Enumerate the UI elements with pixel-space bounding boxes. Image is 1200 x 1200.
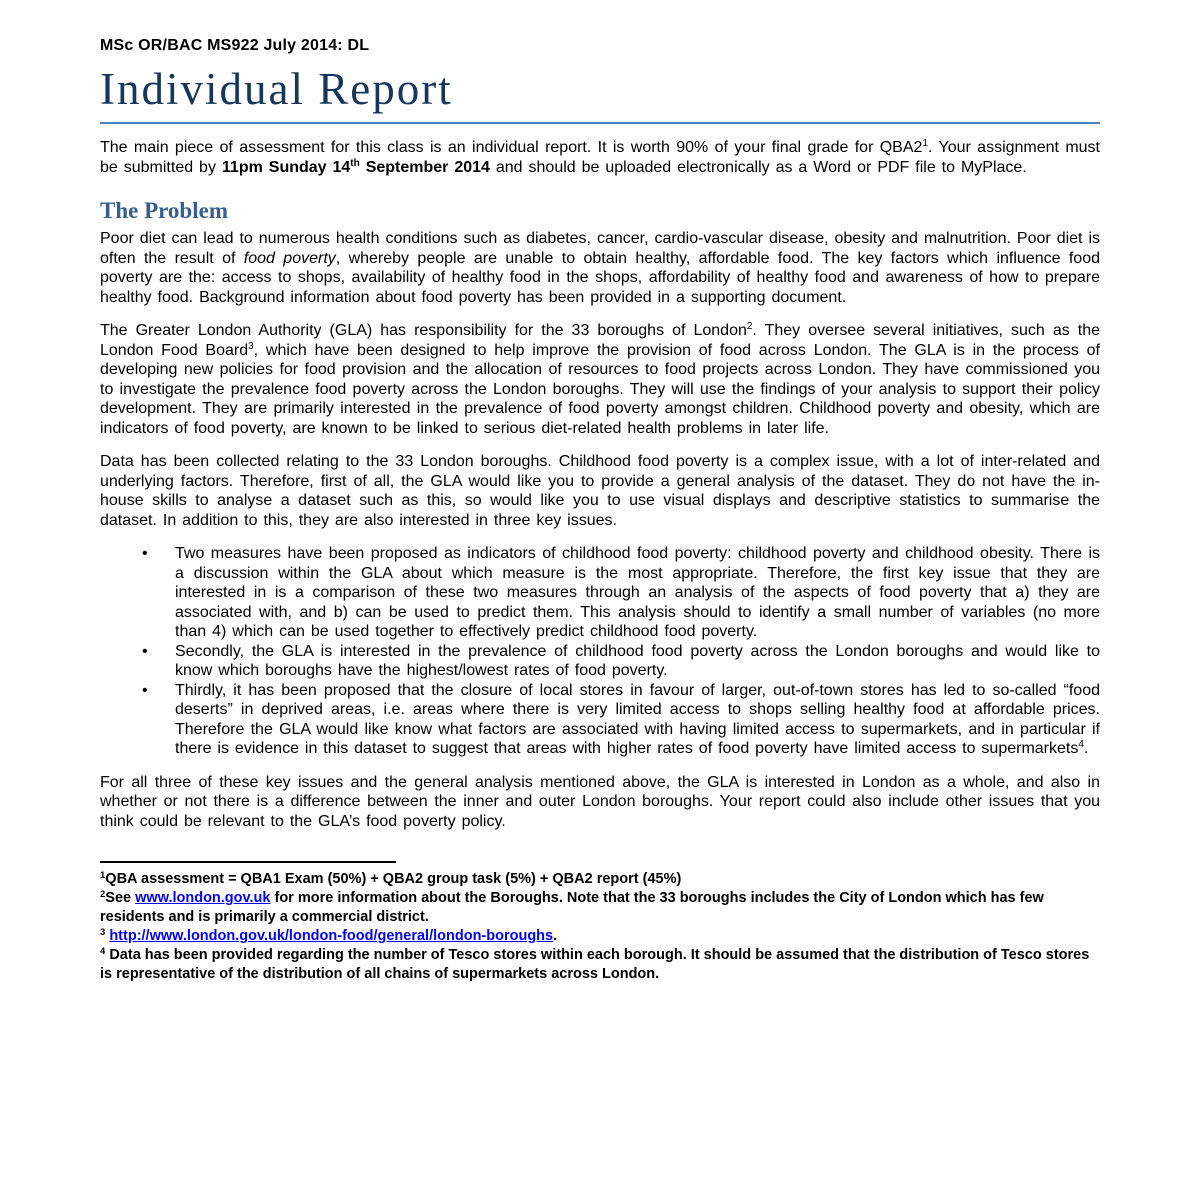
bullet-icon: •: [142, 642, 148, 660]
problem-p2-text-2: . They oversee several initiatives, such as the London Food Board: [100, 322, 1100, 359]
footnote-2-text-post: for more information about the Boroughs. Note that the 33 boroughs includes the City of London which has few residents and is primarily a commercial district.: [100, 890, 1044, 925]
problem-p2-text-3: , which have been designed to help improve the provision of food across London. The GLA is in the process of developing new policies for food provision and the allocation of resources to food projects across London. They have commissioned you to investigate the prevalence food poverty across the London boroughs. They will use the findings of your analysis to support their policy development. They are primarily interested in the prevalence of food poverty amongst children. Childhood poverty and obesity, which are indicators of food poverty, are known to be linked to serious diet-related health problems in later life.: [100, 341, 1100, 437]
deadline-text: 11pm Sunday 14: [221, 158, 351, 176]
deadline-ordinal: th: [350, 157, 360, 169]
section-heading-the-problem: The Problem: [100, 198, 228, 223]
footnote-4-text: Data has been provided regarding the number of Tesco stores within each borough. It should be assumed that the distribution of Tesco stores is representative of the distribution of all chains of supermarkets across London.: [100, 947, 1090, 982]
footnote-2-text-pre: See: [105, 890, 136, 906]
closing-paragraph: For all three of these key issues and the general analysis mentioned above, the GLA is interested in London as a whole, and also in whether or not there is a difference between the inner and outer London boroughs. Your report could also include other issues that you think could be relevant to the GLA’s food poverty policy.: [100, 773, 1100, 830]
bullet-text-food-deserts: [175, 681, 1100, 759]
footnote-3: [100, 927, 1100, 946]
problem-p2-text-1: The Greater London Authority (GLA) has responsibility for the 33 boroughs of London: [100, 322, 747, 339]
intro-text-1: The main piece of assessment for this class is an individual report. It is worth 90% of your final grade for QBA2: [100, 139, 923, 156]
footnote-2-number: 2: [100, 889, 106, 900]
footnote-4-number: 4: [100, 946, 106, 957]
course-header: MSc OR/BAC MS922 July 2014: DL: [100, 37, 370, 54]
problem-p1-text-1: Poor diet can lead to numerous health conditions such as diabetes, cancer, cardio-vascular disease, obesity and malnutrition. Poor diet is often the result of: [100, 230, 1100, 267]
footnote-3-number: 3: [100, 927, 106, 938]
list-item-prevalence: [100, 642, 1100, 681]
page-title: Individual Report: [100, 64, 1100, 124]
footnote-4: [100, 946, 1100, 984]
intro-text-2: . Your assignment must be submitted by: [100, 139, 1101, 176]
footnote-1-text: QBA assessment = QBA1 Exam (50%) + QBA2 group task (5%) + QBA2 report (45%): [105, 871, 682, 887]
bullet-icon: •: [142, 545, 148, 562]
key-issues-list: [100, 544, 1100, 759]
footnote-ref-4: 4: [1078, 739, 1084, 750]
bullet-icon: •: [142, 681, 148, 699]
list-item-measures: [100, 544, 1100, 642]
bullet3-text-1: Thirdly, it has been proposed that the closure of local stores in favour of larger, out-of-town stores has led to so-called “food deserts” in deprived areas, i.e. areas where there is very limited access to shops selling healthy food at affordable prices. Therefore the GLA would like know what factors are associated with having limited access to supermarkets, and in particular if there is evidence in this dataset to suggest that areas with higher rates of food poverty have limited access to supermarkets: [175, 681, 1100, 757]
london-boroughs-link[interactable]: http://www.london.gov.uk/london-food/general/london-boroughs: [109, 928, 554, 944]
footnotes-section: [100, 861, 1100, 984]
bullet3-text-2: .: [1083, 740, 1089, 757]
problem-paragraph-3: Data has been collected relating to the 33 London boroughs. Childhood food poverty is a complex issue, with a lot of inter-related and underlying factors. Therefore, first of all, the GLA would like you to provide a general analysis of the dataset. They do not have the in-house skills to analyse a dataset such as this, so would like you to use visual displays and descriptive statistics to summarise the dataset. In addition to this, they are also interested in three key issues.: [100, 453, 1100, 529]
footnote-1: [100, 870, 1100, 889]
problem-p1-text-2: , whereby people are unable to obtain healthy, affordable food. The key factors which influence food poverty are the: access to shops, availability of healthy food in the shops, affordability of healthy food and awareness of how to prepare healthy food. Background information about food poverty has been provided in a supporting document.: [100, 249, 1101, 306]
problem-paragraph-1: [100, 229, 1100, 307]
footnote-ref-3: 3: [248, 340, 254, 352]
intro-paragraph: [100, 138, 1100, 177]
bullet-text-measures: Two measures have been proposed as indicators of childhood food poverty: childhood poverty and childhood obesity. There is a discussion within the GLA about which measure is the most appropriate. Therefore, the first key issue that they are interested in is a comparison of these two measures through an analysis of the aspects of food poverty that a) they are associated with, and b) can be used to predict them. This analysis should to identify a small number of variables (no more than 4) which can be used together to effectively predict childhood food poverty.: [175, 545, 1100, 640]
london-gov-link[interactable]: www.london.gov.uk: [135, 890, 271, 906]
footnote-ref-2: 2: [746, 321, 753, 332]
food-poverty-italic: food poverty: [243, 249, 336, 267]
deadline-text-2: September 2014: [359, 158, 490, 176]
footnote-ref-1: 1: [922, 138, 928, 149]
footnote-separator: [100, 861, 396, 863]
footnote-3-text-post: .: [553, 928, 558, 944]
footnote-2: [100, 889, 1100, 927]
footnote-1-number: 1: [100, 870, 106, 881]
intro-text-3: and should be uploaded electronically as a Word or PDF file to MyPlace.: [489, 158, 1027, 176]
bullet-text-prevalence: Secondly, the GLA is interested in the prevalence of childhood food poverty across the London boroughs and would like to know which boroughs have the highest/lowest rates of food poverty.: [175, 642, 1100, 679]
problem-paragraph-2: [100, 321, 1100, 438]
list-item-food-deserts: [100, 681, 1100, 759]
